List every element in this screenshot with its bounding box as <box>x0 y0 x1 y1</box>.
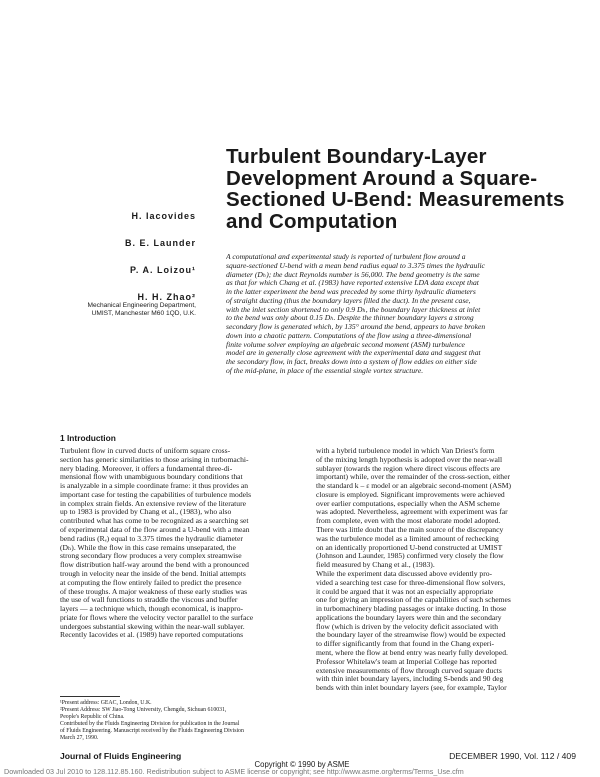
abstract-line: of straight ducting (thus the boundary layers filled the duct). In the present case, <box>226 296 471 305</box>
abstract-line: as that for which Chang et al. (1983) have reported extensive LDA data except that <box>226 279 479 288</box>
body-text-line: field measured by Chang et al., (1983). <box>316 561 435 570</box>
body-text-line: bends with thin inlet boundary layers (see, for example, Taylor <box>316 684 507 693</box>
footnote-line: ²Present Address: SW Jiao-Tong University, Chengdu, Sichuan 610031, <box>60 706 227 713</box>
body-text-line: Recently Iacovides et al. (1989) have reported computations <box>60 631 244 640</box>
title-line: Development Around a Square- <box>226 166 538 190</box>
author-3: P. A. Loizou¹ <box>130 265 196 275</box>
footnote-line: People's Republic of China. <box>60 713 125 720</box>
body-text-line: the use of wall functions to straddle the viscous and buffer <box>60 596 238 605</box>
body-text-line: sublayer (towards the region where direct viscous effects are <box>316 464 501 473</box>
body-text-line: While the experiment data discussed above evidently pro- <box>316 569 493 578</box>
body-text-line: undergoes substantial skewing within the near-wall sublayer. <box>60 622 245 631</box>
body-text-line: Turbulent flow in curved ducts of uniform square cross- <box>60 447 231 455</box>
body-text-line: applications the boundary layers were thin and the secondary <box>316 613 502 622</box>
section-heading-introduction: 1 Introduction <box>60 433 116 443</box>
body-text-line: over earlier computations, especially when the ASM scheme <box>316 499 500 508</box>
title-line: Sectioned U-Bend: Measurements <box>226 188 565 211</box>
body-text-line: layers — a technique which, though economical, is inappro- <box>60 605 244 614</box>
body-text-line: the standard k – ε model or an algebraic second-moment (ASM) <box>316 482 512 491</box>
abstract-line: the secondary flow, in fact, breaks down into a system of flow eddies on either side <box>226 358 477 366</box>
body-text-line: with a hybrid turbulence model in which Van Driest's form <box>316 447 495 455</box>
body-text-line: the boundary layer of the streamwise flow) would be expected <box>316 631 506 640</box>
body-column-left <box>60 447 310 640</box>
footnote-line: of Fluids Engineering. Manuscript received by the Fluids Engineering Division <box>60 727 244 734</box>
title-line: Turbulent Boundary-Layer <box>226 145 487 168</box>
body-text-line: it could be argued that it was not an especially appropriate <box>316 587 493 596</box>
footnotes <box>60 700 310 741</box>
body-text-line: of the mixing length hypothesis is adopted over the near-wall <box>316 455 503 464</box>
abstract-line: with the inlet section shortened to only 0.9 Dₕ, the boundary layer thickness at inlet <box>226 305 481 314</box>
body-text-line: (Dₕ). While the flow in this case remains unseparated, the <box>60 543 236 552</box>
body-column-right <box>316 447 566 693</box>
body-text-line: was the turbulence model as a limited amount of rechecking <box>316 534 499 543</box>
body-text-line: nery blading. Moreover, it offers a fundamental three-di- <box>60 464 233 473</box>
body-text-line: extensive measurements of flow through curved square ducts <box>316 666 502 675</box>
body-text-line: closure is employed. Significant improvements were achieved <box>316 490 505 499</box>
abstract-line: down into a chaotic pattern. Computations of the flow using a three-dimensional <box>226 331 472 340</box>
abstract-line: diameter (Dₕ); the duct Reynolds number is 56,000. The bend geometry is the same <box>226 270 480 279</box>
abstract-line: model are in generally close agreement with the experimental data and suggest that <box>226 349 481 358</box>
footnote-divider <box>60 696 120 697</box>
abstract-line: finite volume solver employing an algebraic second moment (ASM) turbulence <box>226 340 465 349</box>
author-4: H. H. Zhao² <box>137 292 196 302</box>
journal-name: Journal of Fluids Engineering <box>60 751 182 761</box>
body-text-line: Professor Whitelaw's team at Imperial College has reported <box>316 657 497 666</box>
body-text-line: to differ significantly from that found in the Chang experi- <box>316 640 495 649</box>
footnote-line: Contributed by the Fluids Engineering Division for publication in the Journal <box>60 720 240 727</box>
body-text-line: contributed what has come to be recognized as a searching set <box>60 517 249 526</box>
abstract-line: in the latter experiment the bend was preceded by some thirty hydraulic diameters <box>226 288 476 296</box>
body-text-line: of these troughs. A major weakness of these early studies was <box>60 587 248 596</box>
body-text-line: bend radius (Rₑ) equal to 3.375 times the hydraulic diameter <box>60 534 243 543</box>
body-text-line: at computing the flow entirely failed to predict the presence <box>60 578 242 587</box>
abstract-line: to the bend was only about 0.15 Dₕ. Despite the thinner boundary layers a strong <box>226 314 474 323</box>
download-notice: Downloaded 03 Jul 2010 to 128.112.85.160. Redistribution subject to ASME license or copyright; see http://www.asme.org/terms/Terms_Use.cfm <box>4 767 464 776</box>
body-text-line: in complex strain fields. An extensive review of the literature <box>60 499 246 508</box>
author-1: H. Iacovides <box>131 211 196 221</box>
body-text-line: in turbomachinery blading passages or intake ducting. In those <box>316 605 507 614</box>
body-text-line: of experimental data of the flow around a U-bend with a mean <box>60 526 250 535</box>
body-text-line: on an identically proportioned U-bend constructed at UMIST <box>316 543 503 552</box>
body-text-line: with thin inlet boundary layers, including S-bends and 90 deg <box>316 675 504 684</box>
abstract-line: square-sectioned U-bend with a mean bend radius equal to 3.375 times the hydraulic <box>226 261 485 270</box>
body-text-line: priate for flows where the velocity vector parallel to the surface <box>60 613 254 622</box>
author-2: B. E. Launder <box>124 238 196 248</box>
abstract-line: A computational and experimental study is reported of turbulent flow around a <box>226 253 466 261</box>
affiliation-line: Mechanical Engineering Department, <box>87 302 196 309</box>
body-text-line: vided a searching test case for three-dimensional flow solvers, <box>316 578 506 587</box>
body-text-line: There was little doubt that the main source of the discrepancy <box>316 526 504 535</box>
body-text-line: from complete, even with the most elaborate model adopted. <box>316 517 501 526</box>
body-text-line: is analyzable in a simple coordinate frame: it thus provides an <box>60 482 249 491</box>
body-text-line: up to 1983 is provided by Chang et al., (1983), who also <box>60 508 232 517</box>
abstract-line: secondary flow is generated which, by 135° around the bend, appears to have broken <box>226 323 486 331</box>
body-text-line: one for giving an impression of the capabilities of such schemes <box>316 596 511 605</box>
body-text-line: section has generic similarities to those arising in turbomachi- <box>60 455 249 464</box>
body-text-line: flow distribution half-way around the bend with a pronounced <box>60 561 249 570</box>
paper-title <box>226 146 566 232</box>
footnote-line: March 27, 1990. <box>60 734 99 741</box>
abstract-line: of the mid-plane, in place of the essential single vortex structure. <box>226 366 424 375</box>
body-text-line: flow (which is driven by the velocity deficit associated with <box>316 622 498 631</box>
body-text-line: was adopted. Nevertheless, agreement with experiment was far <box>316 508 508 517</box>
body-text-line: ment, where the flow at bend entry was nearly fully developed. <box>316 648 508 657</box>
body-text-line: strong secondary flow produces a very complex streamwise <box>60 552 242 561</box>
body-text-line: important case for testing the capabilities of turbulence models <box>60 490 252 499</box>
title-line: and Computation <box>226 209 398 233</box>
abstract <box>226 253 576 376</box>
author-affiliation <box>60 302 196 319</box>
body-text-line: trough in velocity near the inside of the bend. Initial attempts <box>60 569 246 578</box>
copyright-notice: Copyright © 1990 by ASME <box>254 760 350 769</box>
affiliation-line: UMIST, Manchester M60 1QD, U.K. <box>91 310 196 318</box>
body-text-line: important) while, over the remainder of the cross-section, either <box>316 473 510 482</box>
body-text-line: mensional flow with unambiguous boundary conditions that <box>60 473 243 482</box>
body-text-line: (Johnson and Launder, 1985) confirmed very closely the flow <box>316 552 504 561</box>
footnote-line: ¹Present address: GEAC, London, U.K. <box>60 700 152 706</box>
issue-page-info: DECEMBER 1990, Vol. 112 / 409 <box>449 751 576 761</box>
